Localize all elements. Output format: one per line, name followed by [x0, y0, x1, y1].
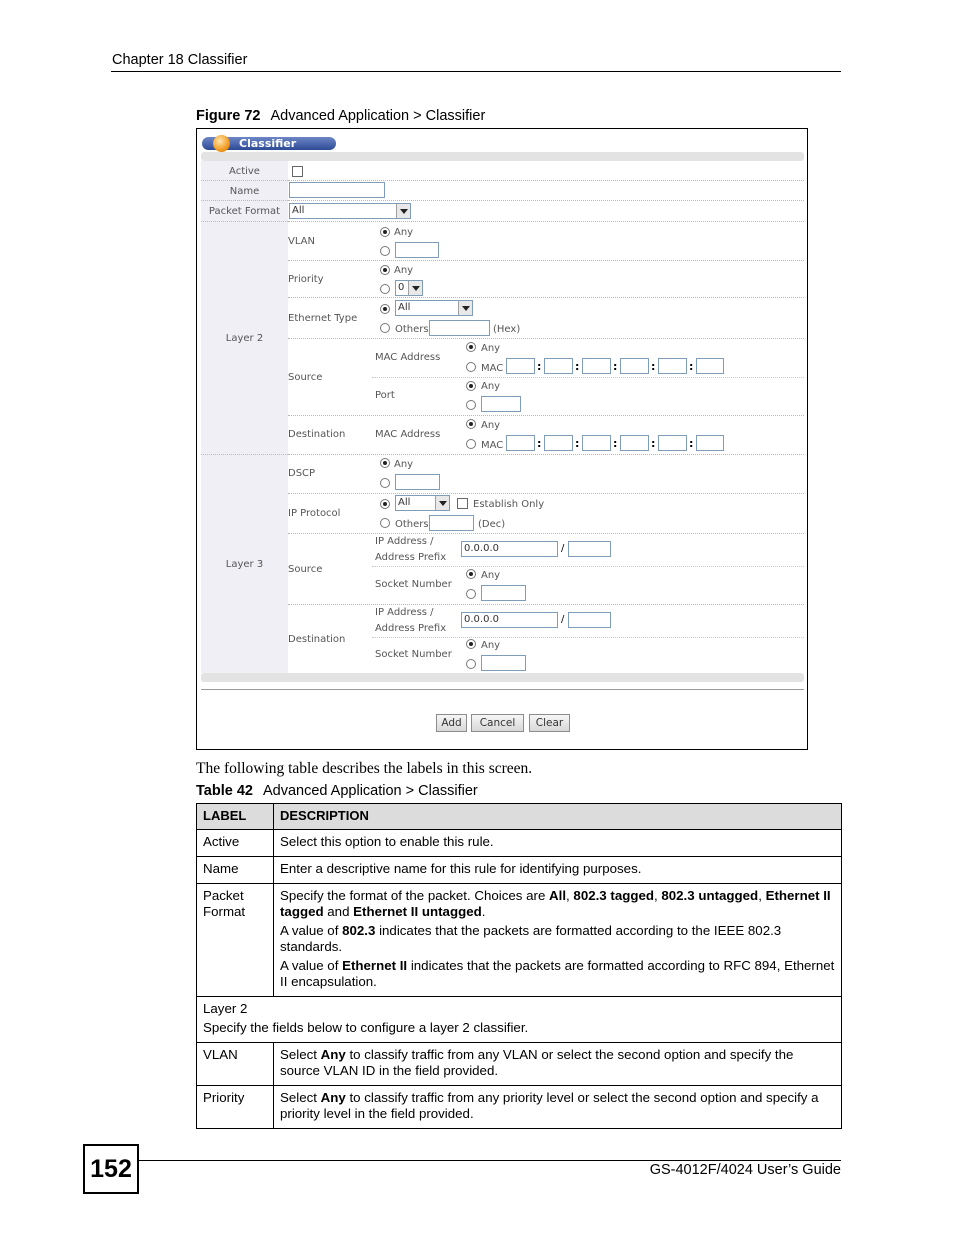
row-divider [201, 180, 288, 182]
establish-only-checkbox[interactable] [457, 498, 468, 509]
destination-mac-octet-5[interactable] [658, 435, 687, 451]
ip-protocol-label: IP Protocol [288, 508, 341, 519]
source-prefix-input[interactable] [568, 541, 611, 557]
priority-label: Priority [288, 274, 324, 285]
chevron-down-icon [396, 204, 410, 218]
row-divider [288, 604, 804, 606]
desc-text: to classify traffic from any priority level or select the second option and specify a priority level in the field provided. [280, 1090, 819, 1121]
dscp-value-radio[interactable] [380, 478, 390, 488]
source-ip-input[interactable]: 0.0.0.0 [461, 541, 558, 557]
table-number: Table 42 [196, 783, 253, 799]
row-divider [201, 221, 288, 223]
destination-prefix-label: Address Prefix [375, 623, 447, 634]
active-label: Active [229, 166, 260, 177]
destination-socket-any-label: Any [481, 640, 501, 651]
source-port-any-label: Any [481, 381, 501, 392]
dscp-any-label: Any [394, 459, 414, 470]
desc-bold: Ethernet II [342, 958, 408, 973]
table-row [197, 1043, 842, 1086]
row-label: Priority [197, 1086, 274, 1129]
row-description: Select this option to enable this rule. [274, 830, 842, 857]
vlan-any-radio[interactable] [380, 227, 390, 237]
row-divider [288, 415, 804, 417]
source-mac-octet-6[interactable] [696, 358, 724, 374]
desc-bold: 802.3 [342, 923, 376, 938]
destination-ip-input[interactable]: 0.0.0.0 [461, 612, 558, 628]
table-title: Advanced Application > Classifier [262, 783, 478, 799]
source-mac-octet-5[interactable] [658, 358, 687, 374]
header-rule [111, 71, 841, 72]
mac-separator: : [537, 360, 542, 373]
source-socket-input[interactable] [481, 585, 526, 601]
desc-bold: 802.3 tagged [573, 888, 654, 903]
desc-text: Select [280, 1047, 321, 1062]
desc-text: . [481, 904, 486, 919]
source-socket-label: Socket Number [375, 579, 452, 590]
table-row [197, 1086, 842, 1129]
destination-mac-opt-label: MAC [481, 440, 504, 451]
desc-bold: All [549, 888, 567, 903]
destination-mac-octet-2[interactable] [544, 435, 573, 451]
ethernet-type-hex-input[interactable] [429, 320, 490, 336]
source-ip-label: IP Address / [375, 536, 434, 547]
source-mac-octet-1[interactable] [506, 358, 535, 374]
row-label: Active [197, 830, 274, 857]
row-divider [288, 297, 804, 299]
table-row [197, 830, 842, 857]
source-mac-octet-2[interactable] [544, 358, 573, 374]
packet-format-select[interactable] [289, 203, 411, 219]
vlan-label: VLAN [288, 236, 315, 247]
table-header-row [197, 804, 842, 830]
layer2-label: Layer 2 [225, 333, 264, 344]
priority-level-select[interactable] [395, 280, 423, 296]
packet-format-label: Packet Format [208, 206, 281, 217]
desc-text: A value of [280, 958, 343, 973]
layer3-label: Layer 3 [225, 559, 264, 570]
row-divider [201, 454, 288, 456]
clear-button[interactable]: Clear [529, 714, 570, 732]
destination-socket-label: Socket Number [375, 649, 452, 660]
cancel-button[interactable]: Cancel [471, 714, 524, 732]
destination-ip-label: IP Address / [375, 607, 434, 618]
source-mac-any-label: Any [481, 343, 501, 354]
desc-text: and [323, 904, 354, 919]
section-row [197, 997, 842, 1043]
l2-source-label: Source [288, 372, 323, 383]
intro-text: The following table describes the labels in this screen. [196, 760, 533, 777]
source-mac-octet-3[interactable] [582, 358, 611, 374]
source-mac-label: MAC Address [375, 352, 441, 363]
ip-protocol-value: All [398, 497, 411, 508]
row-description [274, 1086, 842, 1129]
dscp-label: DSCP [288, 468, 316, 479]
priority-any-label: Any [394, 265, 414, 276]
destination-socket-radio[interactable] [466, 659, 476, 669]
priority-level-radio[interactable] [380, 284, 390, 294]
destination-mac-octet-6[interactable] [696, 435, 724, 451]
label-column-header: LABEL [197, 804, 274, 830]
desc-bold: 802.3 untagged [661, 888, 759, 903]
desc-bold: Any [320, 1047, 346, 1062]
ethernet-type-others-radio[interactable] [380, 323, 390, 333]
destination-mac-octet-1[interactable] [506, 435, 535, 451]
priority-level-value: 0 [398, 282, 405, 293]
source-mac-any-radio[interactable] [466, 342, 476, 352]
destination-mac-octet-3[interactable] [582, 435, 611, 451]
dscp-any-radio[interactable] [380, 458, 390, 468]
button-divider [201, 689, 804, 690]
desc-text: , [653, 888, 662, 903]
vlan-id-input[interactable] [395, 242, 439, 258]
row-divider [288, 493, 804, 495]
figure-number: Figure 72 [196, 108, 261, 124]
section-cell [197, 997, 842, 1043]
destination-socket-any-radio[interactable] [466, 639, 476, 649]
mac-separator: : [689, 360, 694, 373]
row-divider [288, 221, 804, 223]
source-socket-any-radio[interactable] [466, 569, 476, 579]
ip-protocol-all-radio[interactable] [380, 499, 390, 509]
source-port-input[interactable] [481, 396, 521, 412]
establish-only-label: Establish Only [473, 499, 545, 510]
section-title: Layer 2 [203, 1001, 248, 1016]
ip-protocol-others-radio[interactable] [380, 518, 390, 528]
chevron-down-icon [458, 301, 472, 315]
chevron-down-icon [408, 281, 422, 295]
row-label: Name [197, 857, 274, 884]
desc-bold: Ethernet II tagged [280, 888, 831, 919]
desc-paragraph [280, 958, 835, 990]
table-row [197, 884, 842, 997]
mac-separator: : [613, 360, 618, 373]
source-port-label: Port [375, 390, 395, 401]
destination-mac-radio[interactable] [466, 439, 476, 449]
add-button[interactable]: Add [436, 714, 467, 732]
desc-text: to classify traffic from any VLAN or select the second option and specify the source VLAN ID in the field provided. [280, 1047, 794, 1078]
destination-mac-octet-4[interactable] [620, 435, 649, 451]
desc-text: , [566, 888, 574, 903]
desc-text: Specify the format of the packet. Choices are [280, 888, 550, 903]
prefix-slash: / [561, 614, 565, 625]
destination-mac-any-radio[interactable] [466, 419, 476, 429]
ip-protocol-others-label: Others [395, 519, 429, 530]
ip-protocol-select[interactable] [395, 495, 450, 511]
prefix-slash: / [561, 543, 565, 554]
orb-icon [213, 135, 230, 152]
l3-source-label: Source [288, 564, 323, 575]
mac-separator: : [575, 437, 580, 450]
footer-rule [139, 1160, 841, 1161]
desc-text: Select [280, 1090, 321, 1105]
row-divider [288, 454, 804, 456]
mac-separator: : [575, 360, 580, 373]
l2-destination-label: Destination [288, 429, 346, 440]
mac-separator: : [689, 437, 694, 450]
table-row [197, 857, 842, 884]
desc-paragraph [280, 888, 835, 920]
chapter-header: Chapter 18 Classifier [112, 52, 248, 68]
source-socket-any-label: Any [481, 570, 501, 581]
guide-title: GS-4012F/4024 User’s Guide [649, 1162, 841, 1178]
label-description-table [196, 803, 842, 1129]
page-number: 152 [83, 1144, 139, 1194]
desc-text: indicates that the packets are formatted according to RFC 894, Ethernet II encapsulation. [280, 958, 835, 989]
row-description: Enter a descriptive name for this rule for identifying purposes. [274, 857, 842, 884]
section-description: Specify the fields below to configure a layer 2 classifier. [203, 1020, 529, 1035]
destination-mac-label: MAC Address [375, 429, 441, 440]
source-socket-radio[interactable] [466, 589, 476, 599]
row-label: Packet Format [197, 884, 274, 997]
figure-caption [196, 108, 485, 124]
source-port-radio[interactable] [466, 400, 476, 410]
dscp-value-input[interactable] [395, 474, 440, 490]
desc-paragraph [280, 923, 835, 955]
row-divider [201, 200, 288, 202]
desc-text: , [758, 888, 766, 903]
dec-hint: (Dec) [478, 519, 506, 530]
row-description [274, 884, 842, 997]
label-column [201, 161, 288, 673]
source-mac-radio[interactable] [466, 362, 476, 372]
mac-separator: : [613, 437, 618, 450]
ethernet-type-value: All [398, 302, 411, 313]
destination-socket-input[interactable] [481, 655, 526, 671]
row-label: VLAN [197, 1043, 274, 1086]
row-divider [372, 566, 804, 568]
row-divider [288, 260, 804, 262]
ethernet-type-others-label: Others [395, 324, 429, 335]
vlan-id-radio[interactable] [380, 246, 390, 256]
bottom-band [201, 673, 804, 682]
source-mac-opt-label: MAC [481, 363, 504, 374]
destination-prefix-input[interactable] [568, 612, 611, 628]
row-divider [372, 637, 804, 639]
figure-title: Advanced Application > Classifier [270, 108, 486, 124]
hex-hint: (Hex) [493, 324, 521, 335]
row-divider [288, 533, 804, 535]
source-port-any-radio[interactable] [466, 381, 476, 391]
mac-separator: : [651, 360, 656, 373]
desc-bold: Ethernet II untagged [353, 904, 482, 919]
desc-text: A value of [280, 923, 343, 938]
destination-mac-any-label: Any [481, 420, 501, 431]
name-input[interactable] [289, 182, 385, 198]
ethernet-type-all-radio[interactable] [380, 304, 390, 314]
row-description [274, 1043, 842, 1086]
row-divider [288, 200, 804, 202]
screen-title: Classifier [239, 137, 297, 150]
desc-text: indicates that the packets are formatted according to the IEEE 802.3 standards. [280, 923, 782, 954]
top-band [201, 152, 804, 161]
row-divider [288, 338, 804, 340]
description-column-header: DESCRIPTION [274, 804, 842, 830]
mac-separator: : [651, 437, 656, 450]
vlan-any-label: Any [394, 227, 414, 238]
row-divider [372, 377, 804, 379]
ethernet-type-select[interactable] [395, 300, 473, 316]
table-caption [196, 783, 478, 799]
priority-any-radio[interactable] [380, 265, 390, 275]
source-prefix-label: Address Prefix [375, 552, 447, 563]
ethernet-type-label: Ethernet Type [288, 313, 358, 324]
active-checkbox[interactable] [292, 166, 303, 177]
name-label: Name [229, 186, 260, 197]
desc-bold: Any [320, 1090, 346, 1105]
chevron-down-icon [435, 496, 449, 510]
mac-separator: : [537, 437, 542, 450]
ip-protocol-dec-input[interactable] [429, 515, 474, 531]
source-mac-octet-4[interactable] [620, 358, 649, 374]
l3-destination-label: Destination [288, 634, 346, 645]
packet-format-value: All [292, 205, 305, 216]
